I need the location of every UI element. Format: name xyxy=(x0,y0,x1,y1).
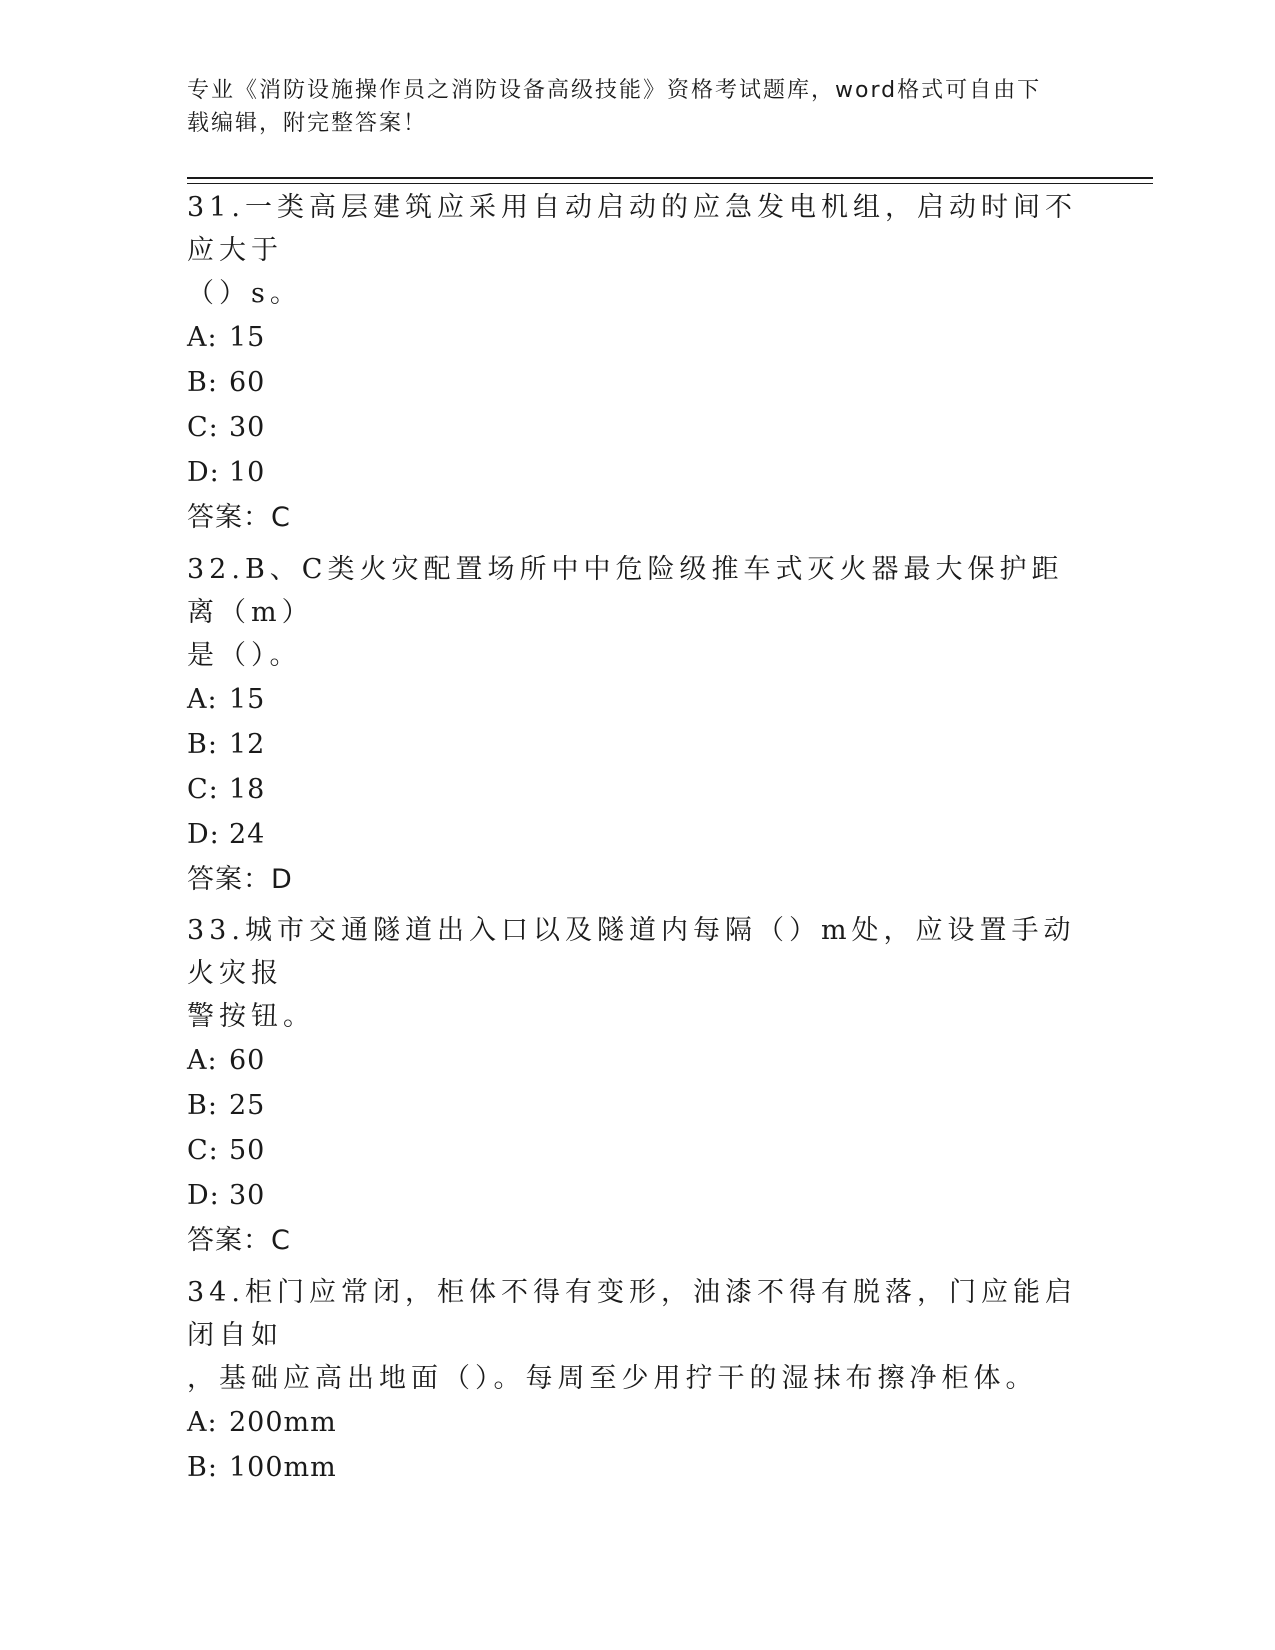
option-label: A: xyxy=(187,322,218,353)
header-line-1: 专业《消防设施操作员之消防设备高级技能》资格考试题库，word格式可自由下 xyxy=(187,78,1042,103)
option-label: C: xyxy=(187,412,219,443)
option-label: C: xyxy=(187,774,219,805)
option-label: D: xyxy=(187,457,220,488)
question-text-line-2: ，基础应高出地面（）。每周至少用拧干的湿抹布擦净柜体。 xyxy=(187,1363,1038,1394)
answer-text: 答案：D xyxy=(187,864,293,895)
option-a xyxy=(187,677,1087,722)
answer-text: 答案：C xyxy=(187,1225,291,1256)
header-divider-thin xyxy=(187,183,1153,184)
question-32 xyxy=(187,548,1087,902)
option-label: C: xyxy=(187,1135,219,1166)
option-value: 25 xyxy=(229,1090,266,1121)
option-label: B: xyxy=(187,729,218,760)
option-value: 50 xyxy=(229,1135,266,1166)
header-line-2: 载编辑，附完整答案！ xyxy=(187,111,428,136)
option-label: B: xyxy=(187,1452,218,1483)
option-value: 10 xyxy=(229,457,266,488)
option-c xyxy=(187,1128,1087,1173)
question-text-line-1: 32.B、C类火灾配置场所中中危险级推车式灭火器最大保护距离（m） xyxy=(187,554,1064,628)
question-text-line-2: （）s。 xyxy=(187,278,302,309)
question-text-line-2: 警按钮。 xyxy=(187,1001,315,1032)
option-label: D: xyxy=(187,1180,220,1211)
option-b xyxy=(187,722,1087,767)
option-c xyxy=(187,405,1087,450)
option-value: 60 xyxy=(229,367,266,398)
question-text-line-2: 是（）。 xyxy=(187,640,302,671)
option-value: 200mm xyxy=(229,1407,337,1438)
question-33 xyxy=(187,909,1087,1263)
answer-text: 答案：C xyxy=(187,502,291,533)
question-text-line-1: 31.一类高层建筑应采用自动启动的应急发电机组，启动时间不应大于 xyxy=(187,192,1077,266)
option-label: B: xyxy=(187,1090,218,1121)
document-header xyxy=(187,74,1067,140)
option-value: 24 xyxy=(229,819,266,850)
option-b xyxy=(187,1445,1087,1490)
option-value: 30 xyxy=(229,412,266,443)
option-label: D: xyxy=(187,819,220,850)
option-value: 12 xyxy=(229,729,266,760)
option-value: 15 xyxy=(229,684,266,715)
question-text-line-1: 34.柜门应常闭，柜体不得有变形，油漆不得有脱落，门应能启闭自如 xyxy=(187,1277,1077,1351)
option-label: A: xyxy=(187,1045,218,1076)
header-divider-thick xyxy=(187,177,1153,179)
option-a xyxy=(187,1038,1087,1083)
option-a xyxy=(187,315,1087,360)
option-value: 18 xyxy=(229,774,266,805)
option-d xyxy=(187,450,1087,495)
option-value: 15 xyxy=(229,322,266,353)
question-text-line-1: 33.城市交通隧道出入口以及隧道内每隔（）m处，应设置手动火灾报 xyxy=(187,915,1076,989)
option-value: 60 xyxy=(229,1045,266,1076)
option-a xyxy=(187,1400,1087,1445)
option-b xyxy=(187,1083,1087,1128)
option-label: A: xyxy=(187,1407,218,1438)
option-value: 100mm xyxy=(229,1452,337,1483)
option-label: A: xyxy=(187,684,218,715)
option-d xyxy=(187,1173,1087,1218)
question-31 xyxy=(187,186,1087,540)
option-b xyxy=(187,360,1087,405)
question-34 xyxy=(187,1271,1087,1490)
option-d xyxy=(187,812,1087,857)
option-value: 30 xyxy=(229,1180,266,1211)
option-label: B: xyxy=(187,367,218,398)
option-c xyxy=(187,767,1087,812)
